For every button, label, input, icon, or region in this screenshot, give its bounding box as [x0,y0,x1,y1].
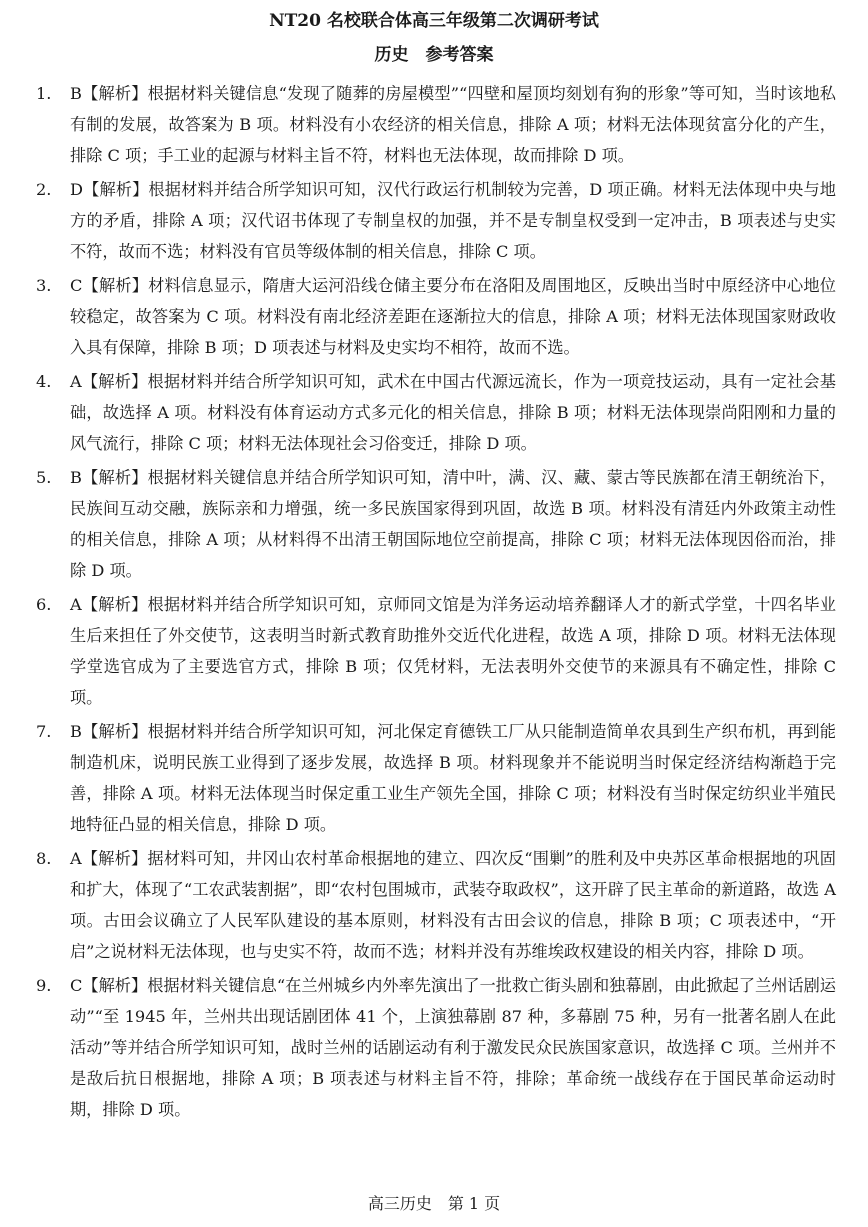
answer-item-6 [36,589,836,713]
answer-item-5 [36,462,836,586]
answer-item-2 [36,174,836,267]
item-text: A【解析】据材料可知，井冈山农村革命根据地的建立、四次反“围剿”的胜利及中央苏区革命根据地的巩固和扩大，体现了“工农武装割据”，即“农村包围城市，武装夺取政权”，这开辟了民主革命的新道路，故选 A 项。古田会议确立了人民军队建设的基本原则，材料没有古田会议的信息，排除 B 项；C 项表述中，“开启”之说材料无法体现，也与史实不符，故而不选；材料并没有苏维埃政权建设的相关内容，排除 D 项。 [70,849,836,961]
item-text: B【解析】根据材料关键信息并结合所学知识可知，清中叶，满、汉、藏、蒙古等民族都在清王朝统治下，民族间互动交融，族际亲和力增强，统一多民族国家得到巩固，故选 B 项。材料没有清廷内外政策主动性的相关信息，排除 A 项；从材料得不出清王朝国际地位空前提高，排除 C 项；材料无法体现因俗而治，排除 D 项。 [70,468,836,580]
item-number: 6. [36,595,52,614]
item-number: 2. [36,180,52,199]
item-number: 7. [36,722,52,741]
item-text: A【解析】根据材料并结合所学知识可知，武术在中国古代源远流长，作为一项竞技运动，具有一定社会基础，故选择 A 项。材料没有体育运动方式多元化的相关信息，排除 B 项；材料无法体现崇尚阳刚和力量的风气流行，排除 C 项；材料无法体现社会习俗变迁，排除 D 项。 [70,372,836,453]
answer-list [36,78,836,1128]
item-number: 8. [36,849,52,868]
document-subtitle: 历史 参考答案 [374,45,494,65]
item-number: 3. [36,276,52,295]
item-text: A【解析】根据材料并结合所学知识可知，京师同文馆是为洋务运动培养翻译人才的新式学堂，十四名毕业生后来担任了外交使节，这表明当时新式教育助推外交近代化进程，故选 A 项，排除 D 项。材料无法体现学堂选官成为了主要选官方式，排除 B 项；仅凭材料，无法表明外交使节的来源具有不确定性，排除 C 项。 [70,595,836,707]
answer-item-3 [36,270,836,363]
item-text: C【解析】根据材料关键信息“在兰州城乡内外率先演出了一批救亡街头剧和独幕剧，由此掀起了兰州话剧运动”“至 1945 年，兰州共出现话剧团体 41 个，上演独幕剧 87 种，多幕剧 75 种，另有一批著名剧人在此活动”等并结合所学知识可知，战时兰州的话剧运动有利于激发民众民族国家意识，故选择 C 项。兰州并不是敌后抗日根据地，排除 A 项；B 项表述与材料主旨不符，排除；革命统一战线存在于国民革命运动时期，排除 D 项。 [70,976,836,1119]
item-text: D【解析】根据材料并结合所学知识可知，汉代行政运行机制较为完善，D 项正确。材料无法体现中央与地方的矛盾，排除 A 项；汉代诏书体现了专制皇权的加强，并不是专制皇权受到一定冲击，B 项表述与史实不符，故而不选；材料没有官员等级体制的相关信息，排除 C 项。 [70,180,836,261]
item-number: 9. [36,976,52,995]
document-title: NT20 名校联合体高三年级第二次调研考试 [269,11,599,31]
answer-item-8 [36,843,836,967]
answer-item-1 [36,78,836,171]
item-number: 5. [36,468,52,487]
item-number: 4. [36,372,52,391]
item-text: C【解析】材料信息显示，隋唐大运河沿线仓储主要分布在洛阳及周围地区，反映出当时中原经济中心地位较稳定，故答案为 C 项。材料没有南北经济差距在逐渐拉大的信息，排除 A 项；材料无法体现国家财政收入具有保障，排除 B 项；D 项表述与材料及史实均不相符，故而不选。 [70,276,836,357]
answer-item-4 [36,366,836,459]
answer-item-9 [36,970,836,1125]
item-number: 1. [36,84,52,103]
item-text: B【解析】根据材料关键信息“发现了随葬的房屋模型”“四壁和屋顶均刻划有狗的形象”等可知，当时该地私有制的发展，故答案为 B 项。材料没有小农经济的相关信息，排除 A 项；材料无法体现贫富分化的产生，排除 C 项；手工业的起源与材料主旨不符，材料也无法体现，故而排除 D 项。 [70,84,836,165]
answer-item-7 [36,716,836,840]
item-text: B【解析】根据材料并结合所学知识可知，河北保定育德铁工厂从只能制造简单农具到生产织布机，再到能制造机床，说明民族工业得到了逐步发展，故选择 B 项。材料现象并不能说明当时保定经济结构渐趋于完善，排除 A 项。材料无法体现当时保定重工业生产领先全国，排除 C 项；材料没有当时保定纺织业半殖民地特征凸显的相关信息，排除 D 项。 [70,722,836,834]
page-footer: 高三历史 第 1 页 [367,1194,501,1213]
